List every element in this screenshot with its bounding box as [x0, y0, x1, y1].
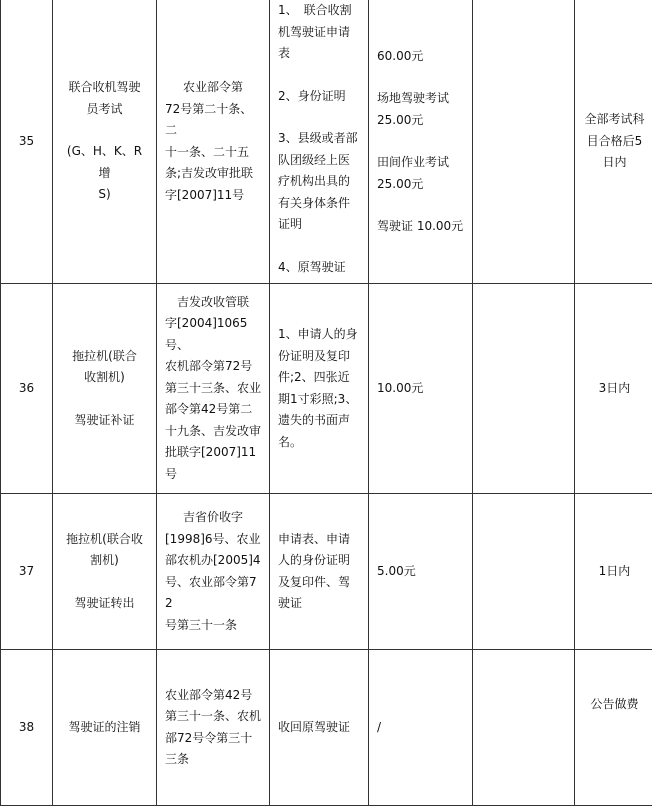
materials-line: 驶证 [278, 596, 303, 610]
legal-basis-line: 农业部令第42号 [165, 687, 253, 702]
legal-basis-line: 号第三十一条 [165, 617, 238, 632]
legal-basis-line: 字[2004]1065号、 [165, 316, 248, 352]
legal-basis-line: 三条 [165, 752, 190, 766]
legal-basis-line: 72号第二十条、二 [165, 101, 253, 137]
item-name-line: 联合收机驾驶 [68, 80, 141, 95]
legal-basis-line: 号 [165, 466, 178, 481]
materials-cell [270, 650, 369, 806]
legal-basis-cell [157, 0, 270, 284]
materials-line: 申请表、申请 [278, 531, 351, 546]
materials-line: 期1寸彩照;3、 [278, 391, 358, 406]
legal-basis-line: 条;吉发改审批联 [165, 166, 254, 180]
blank-cell [473, 650, 575, 806]
spacer [278, 236, 360, 257]
row-number: 38 [18, 719, 35, 734]
legal-basis-cell [157, 650, 270, 806]
fee-line: 5.00元 [377, 563, 416, 578]
fee-line: 60.00元 [377, 48, 424, 63]
blank-cell [473, 0, 575, 284]
item-name-line: 驾驶证补证 [74, 412, 135, 427]
fee-line: 田间作业考试 [377, 155, 450, 169]
item-name-line: 驾驶证转出 [74, 595, 135, 610]
item-name-line: 员考试 [86, 101, 123, 116]
spacer [61, 572, 148, 593]
legal-basis-line: 部令第42号第二 [165, 402, 253, 417]
row-number: 35 [18, 133, 35, 148]
row-number-cell [1, 650, 53, 806]
spacer [278, 65, 360, 86]
legal-basis-line: 第三十三条、农业 [165, 380, 262, 395]
fee-line: / [377, 719, 382, 734]
materials-cell [270, 284, 369, 494]
item-name-line: 割机) [90, 553, 119, 568]
table-row [1, 494, 652, 650]
materials-line: 份证明及复印 [278, 348, 351, 363]
materials-line: 1、 联合收割 [278, 3, 352, 17]
spacer [377, 195, 464, 216]
row-number: 36 [18, 380, 35, 395]
time-limit-cell [575, 650, 652, 806]
table-row [1, 284, 652, 494]
spacer [377, 131, 464, 152]
legal-basis-line: 字[2007]11号 [165, 187, 245, 202]
time-limit-line: 公告做费 [590, 697, 639, 711]
legal-basis-line: 第三十一条、农机 [165, 709, 262, 723]
materials-line: 机驾驶证申请 [278, 24, 351, 39]
fee-cell [369, 284, 473, 494]
materials-line: 人的身份证明 [278, 553, 351, 567]
table-row [1, 0, 652, 284]
row-number-cell [1, 494, 53, 650]
legal-basis-cell [157, 284, 270, 494]
time-limit-cell [575, 284, 652, 494]
fee-line: 场地驾驶考试 [377, 91, 450, 105]
materials-line: 4、原驾驶证 [278, 259, 346, 274]
materials-line: 表 [278, 46, 291, 60]
materials-line: 遗失的书面声 [278, 413, 351, 427]
materials-line: 证明 [278, 217, 303, 231]
fee-cell [369, 650, 473, 806]
materials-line: 1、申请人的身 [278, 327, 358, 341]
time-limit-line: 全部考试科 [584, 112, 645, 127]
legal-basis-line: 批联字[2007]11 [165, 445, 257, 460]
row-number-cell [1, 0, 53, 284]
legal-basis-cell [157, 494, 270, 650]
item-name-line: 收割机) [84, 370, 125, 385]
materials-line: 2、身份证明 [278, 88, 346, 103]
legal-basis-line: 十九条、吉发改审 [165, 423, 262, 438]
blank-cell [473, 284, 575, 494]
item-name-line: 拖拉机(联合收 [66, 531, 143, 546]
item-name-cell [53, 494, 157, 650]
materials-line: 及复印件、驾 [278, 574, 351, 589]
time-limit-line: 1日内 [598, 563, 631, 578]
materials-line: 收回原驾驶证 [278, 719, 351, 734]
legal-basis-line: 部农机办[2005]4 [165, 553, 261, 567]
fee-line: 10.00元 [377, 380, 424, 395]
time-limit-line: 目合格后5 [586, 133, 643, 148]
item-name-line: (G、H、K、R增 [66, 144, 143, 180]
legal-basis-line: 农业部令第 [182, 80, 243, 94]
legal-basis-line: 号、农业部令第72 [165, 574, 257, 610]
fee-line: 驾驶证 10.00元 [377, 219, 464, 233]
row-number: 37 [18, 563, 35, 578]
fee-cell [369, 494, 473, 650]
item-name-cell [53, 284, 157, 494]
item-name-cell [53, 650, 157, 806]
time-limit-line: 日内 [602, 155, 627, 170]
materials-line: 名。 [278, 434, 303, 449]
time-limit-line: 3日内 [598, 380, 631, 395]
time-limit-cell [575, 0, 652, 284]
materials-cell [270, 0, 369, 284]
materials-line: 件;2、四张近 [278, 370, 350, 384]
legal-basis-line: 农机部令第72号 [165, 359, 253, 374]
item-name-cell [53, 0, 157, 284]
time-limit-cell [575, 494, 652, 650]
spacer [377, 67, 464, 88]
item-name-line: 驾驶证的注销 [68, 719, 141, 734]
legal-basis-line: 十一条、二十五 [165, 144, 250, 159]
table-row [1, 650, 652, 806]
row-number-cell [1, 284, 53, 494]
materials-line: 疗机构出具的 [278, 174, 351, 188]
materials-line: 队团级经上医 [278, 152, 351, 167]
legal-basis-line: 吉省价收字 [182, 510, 243, 524]
item-name-line: 拖拉机(联合 [72, 348, 137, 363]
spacer [278, 107, 360, 128]
spacer [61, 120, 148, 141]
materials-line: 3、县级或者部 [278, 131, 358, 145]
spacer [61, 389, 148, 410]
item-name-line: S) [98, 187, 111, 202]
legal-basis-line: 吉发改收管联 [176, 294, 249, 309]
fee-cell [369, 0, 473, 284]
legal-basis-line: [1998]6号、农业 [165, 531, 261, 546]
fee-line: 25.00元 [377, 112, 424, 127]
legal-basis-line: 部72号令第三十 [165, 730, 253, 745]
fee-line: 25.00元 [377, 176, 424, 191]
blank-cell [473, 494, 575, 650]
materials-line: 有关身体条件 [278, 195, 351, 210]
materials-cell [270, 494, 369, 650]
